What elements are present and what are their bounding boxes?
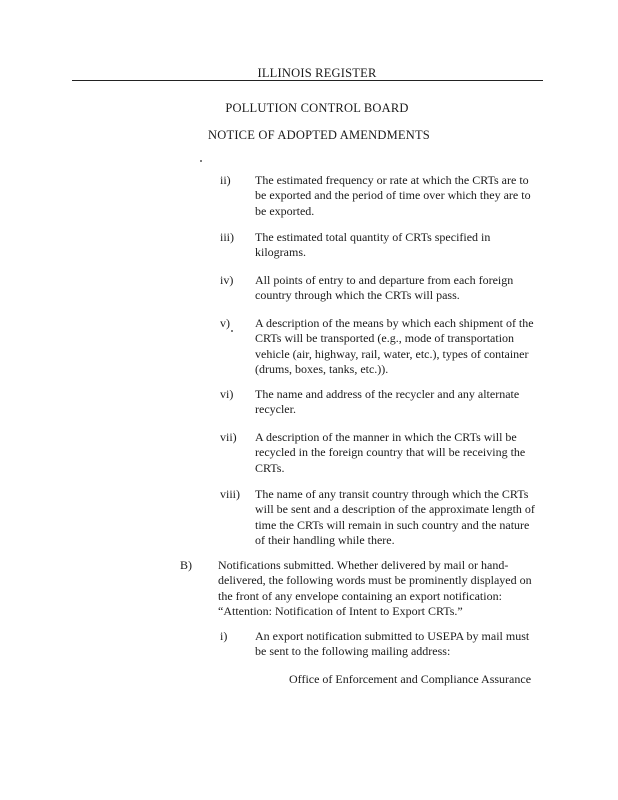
item-number: iv)	[220, 273, 234, 287]
item-text: A description of the means by which each shipment of the CRTs will be transported (e.g., mode of transportation vehicle (air, highway, rail, water, etc.), types of container (drums, boxes, tanks, etc.)).	[255, 316, 534, 376]
item-number: v)	[220, 316, 230, 330]
scan-speck	[200, 160, 202, 162]
scan-speck	[231, 330, 233, 332]
subitem-number: i)	[220, 629, 228, 643]
item-text: The name and address of the recycler and any alternate recycler.	[255, 387, 520, 417]
item-text: The name of any transit country through which the CRTs will be sent and a description of the approximate length of time the CRTs will remain in such country and the nature of their handling while there.	[255, 487, 535, 547]
notice-title: NOTICE OF ADOPTED AMENDMENTS	[208, 128, 430, 142]
item-number: viii)	[220, 487, 240, 501]
paragraph-b-label: B)	[180, 558, 192, 572]
item-number: vii)	[220, 430, 237, 444]
item-text: All points of entry to and departure from each foreign country through which the CRTs will pass.	[255, 273, 514, 303]
item-text: The estimated total quantity of CRTs specified in kilograms.	[255, 230, 491, 260]
office-name: Office of Enforcement and Compliance Assurance	[289, 672, 532, 686]
item-number: ii)	[220, 173, 231, 187]
item-number: vi)	[220, 387, 234, 401]
item-text: A description of the manner in which the CRTs will be recycled in the foreign country that will be receiving the CRTs.	[255, 430, 526, 475]
register-title: ILLINOIS REGISTER	[257, 66, 377, 80]
item-text: The estimated frequency or rate at which the CRTs are to be exported and the period of time over which they are to be exported.	[255, 173, 531, 218]
header-rule	[72, 80, 543, 81]
item-number: iii)	[220, 230, 234, 244]
board-title: POLLUTION CONTROL BOARD	[225, 101, 409, 115]
paragraph-b-text: Notifications submitted. Whether delivered by mail or hand-delivered, the following words must be prominently displayed on the front of any envelope containing an export notification: “Attention: Notification of Intent to Export CRTs.”	[218, 558, 532, 618]
subitem-text: An export notification submitted to USEPA by mail must be sent to the following mailing address:	[255, 629, 530, 659]
